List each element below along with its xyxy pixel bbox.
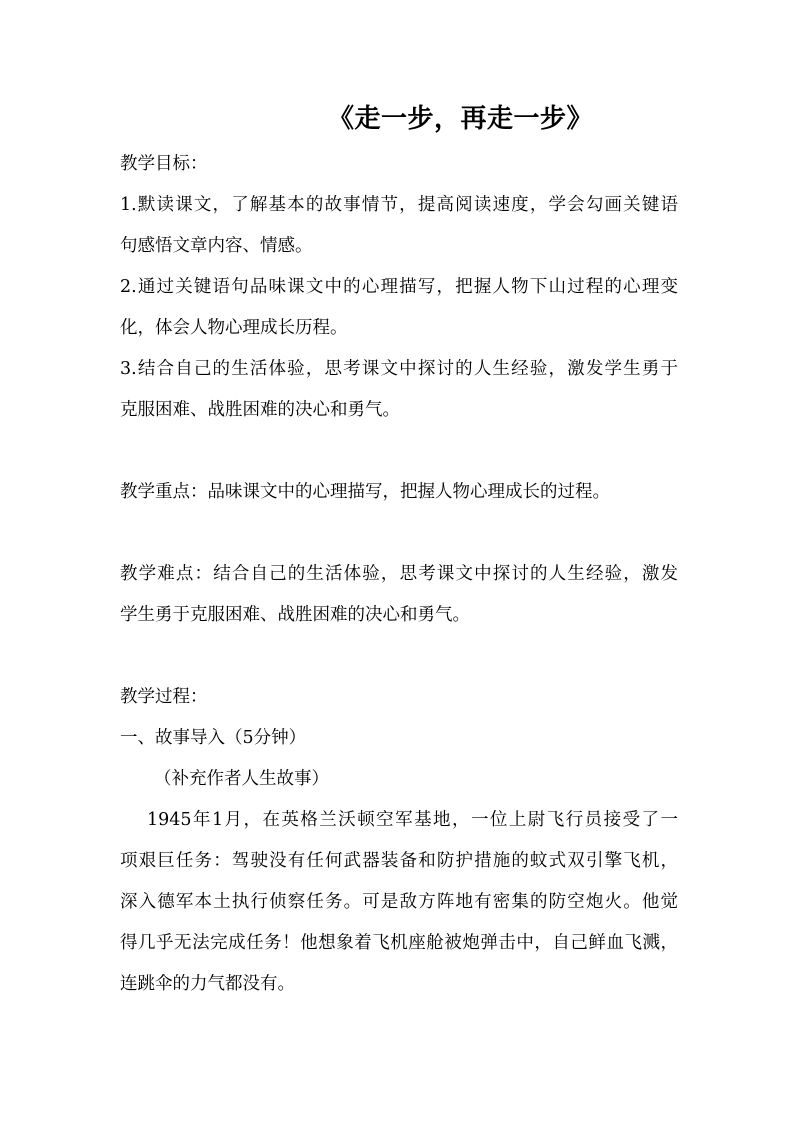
document-title: 《走一步，再走一步》	[328, 104, 594, 134]
objective-2-line-1: 2.通过关键语句品味课文中的心理描写，把握人物下山过程的心理变	[120, 277, 678, 297]
story-line-3: 深入德军本土执行侦察任务。可是敌方阵地有密集的防空炮火。他觉	[120, 892, 678, 912]
objective-3-line-1: 3.结合自己的生活体验，思考课文中探讨的人生经验，激发学生勇于	[120, 359, 678, 379]
objective-3-line-2: 克服困难、战胜困难的决心和勇气。	[120, 400, 400, 420]
spacer	[120, 636, 678, 677]
story-line-4: 得几乎无法完成任务！他想象着飞机座舱被炮弹击中，自己鲜血飞溅，	[120, 933, 678, 953]
objectives-heading: 教学目标：	[120, 154, 208, 174]
document-body	[120, 144, 678, 1005]
story-line-2: 项艰巨任务：驾驶没有任何武器装备和防护措施的蚊式双引擎飞机，	[120, 851, 678, 871]
spacer	[120, 513, 678, 554]
process-heading: 教学过程：	[120, 687, 208, 707]
objective-1-line-1: 1.默读课文，了解基本的故事情节，提高阅读速度，学会勾画关键语	[120, 195, 678, 215]
spacer	[120, 431, 678, 472]
section-1-heading: 一、故事导入（5分钟）	[120, 728, 307, 748]
difficulty-line-2: 学生勇于克服困难、战胜困难的决心和勇气。	[120, 605, 470, 625]
key-point-paragraph: 教学重点：品味课文中的心理描写，把握人物心理成长的过程。	[120, 482, 610, 502]
objective-1-line-2: 句感悟文章内容、情感。	[120, 236, 313, 256]
objective-2-line-2: 化，体会人物心理成长历程。	[120, 318, 348, 338]
section-1-note: （补充作者人生故事）	[154, 769, 329, 789]
difficulty-line-1: 教学难点：结合自己的生活体验，思考课文中探讨的人生经验，激发	[120, 564, 678, 584]
story-line-5: 连跳伞的力气都没有。	[120, 974, 295, 994]
story-line-1: 1945年1月，在英格兰沃顿空军基地，一位上尉飞行员接受了一	[147, 810, 678, 830]
